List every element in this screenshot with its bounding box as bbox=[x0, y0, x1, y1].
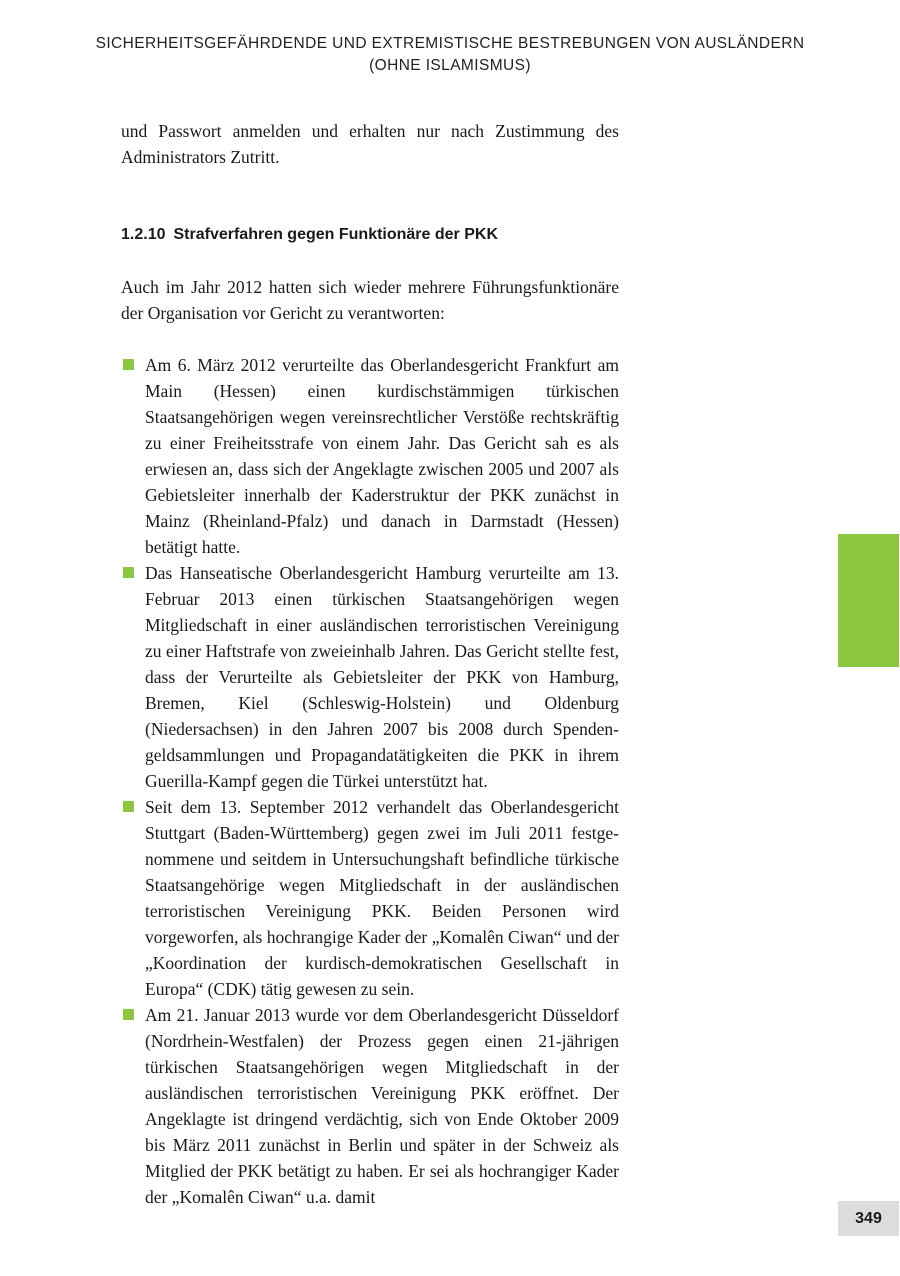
section-heading bbox=[121, 222, 619, 248]
page-body bbox=[121, 118, 619, 1210]
section-lead-paragraph: Auch im Jahr 2012 hatten sich wieder mehrere Führungsfunktionäre der Organisation vor Gericht zu verantworten: bbox=[121, 277, 619, 323]
case-list bbox=[121, 352, 619, 1210]
running-header-line-1: SICHERHEITSGEFÄHRDENDE UND EXTREMISTISCHE BESTREBUNGEN VON AUSLÄNDERN bbox=[95, 35, 805, 52]
section-number: 1.2.10 bbox=[121, 226, 166, 243]
chapter-marker-tab bbox=[838, 534, 899, 667]
list-item-text: Am 6. März 2012 verurteilte das Oberlandesgericht Frankfurt am Main (Hessen) einen kurdischstämmigen türkischen Staatsangehörigen wegen vereinsrechtlicher Verstöße rechtskräftig zu einer Freiheitsstrafe von einem Jahr. Das Gericht sah es als erwiesen an, dass sich der Angeklagte zwischen 2005 und 2007 als Gebietsleiter innerhalb der Kaderstruktur der PKK zunächst in Mainz (Rheinland-Pfalz) und danach in Darmstadt (Hessen) betätigt hatte. bbox=[145, 355, 619, 557]
list-item-text: Seit dem 13. September 2012 verhandelt das Oberlandesgericht Stuttgart (Baden-Württemberg) gegen zwei im Juli 2011 festgenommene und seitdem in Untersuchungshaft befindliche türkische Staatsangehörige wegen Mitgliedschaft in der ausländischen terroristischen Vereinigung PKK. Beiden Personen wird vorgeworfen, als hochrangige Kader der „Komalên Ciwan“ und der „Koordination der kurdisch-demokratischen Gesellschaft in Europa“ (CDK) tätig gewesen zu sein. bbox=[145, 797, 619, 999]
running-header bbox=[0, 33, 900, 77]
list-item bbox=[121, 352, 619, 560]
list-item bbox=[121, 1002, 619, 1210]
green-square-bullet-icon bbox=[123, 567, 134, 578]
running-header-line-2: (OHNE ISLAMISMUS) bbox=[369, 57, 531, 74]
list-item bbox=[121, 794, 619, 1002]
green-square-bullet-icon bbox=[123, 1009, 134, 1020]
page-number: 349 bbox=[838, 1201, 899, 1236]
continued-paragraph: und Passwort anmelden und erhalten nur nach Zustimmung des Administrators Zutritt. bbox=[121, 121, 619, 167]
list-item-text: Am 21. Januar 2013 wurde vor dem Oberlandesgericht Düsseldorf (Nordrhein-Westfalen) der Prozess gegen einen 21-jährigen türkischen Staatsangehörigen wegen Mitgliedschaft in der ausländischen terroristischen Vereinigung PKK eröffnet. Der Angeklagte ist dringend verdächtig, sich von Ende Oktober 2009 bis März 2011 zunächst in Berlin und später in der Schweiz als Mitglied der PKK betätigt zu haben. Er sei als hochrangiger Kader der „Komalên Ciwan“ u.a. damit bbox=[145, 1005, 619, 1207]
section-title: Strafverfahren gegen Funktionäre der PKK bbox=[173, 226, 498, 243]
green-square-bullet-icon bbox=[123, 801, 134, 812]
list-item-text: Das Hanseatische Oberlandesgericht Hamburg verurteilte am 13. Februar 2013 einen türkischen Staatsangehörigen wegen Mitgliedschaft in einer ausländischen terroristischen Vereinigung zu einer Haftstrafe von zweieinhalb Jahren. Das Gericht stellte fest, dass der Verurteilte als Gebietsleiter der PKK von Hamburg, Bremen, Kiel (Schleswig-Holstein) und Oldenburg (Niedersachsen) in den Jahren 2007 bis 2008 durch Spendengeldsammlungen und Propagandatätigkeiten die PKK in ihrem Guerilla-Kampf gegen die Türkei unterstützt hat. bbox=[145, 563, 619, 791]
list-item bbox=[121, 560, 619, 794]
green-square-bullet-icon bbox=[123, 359, 134, 370]
